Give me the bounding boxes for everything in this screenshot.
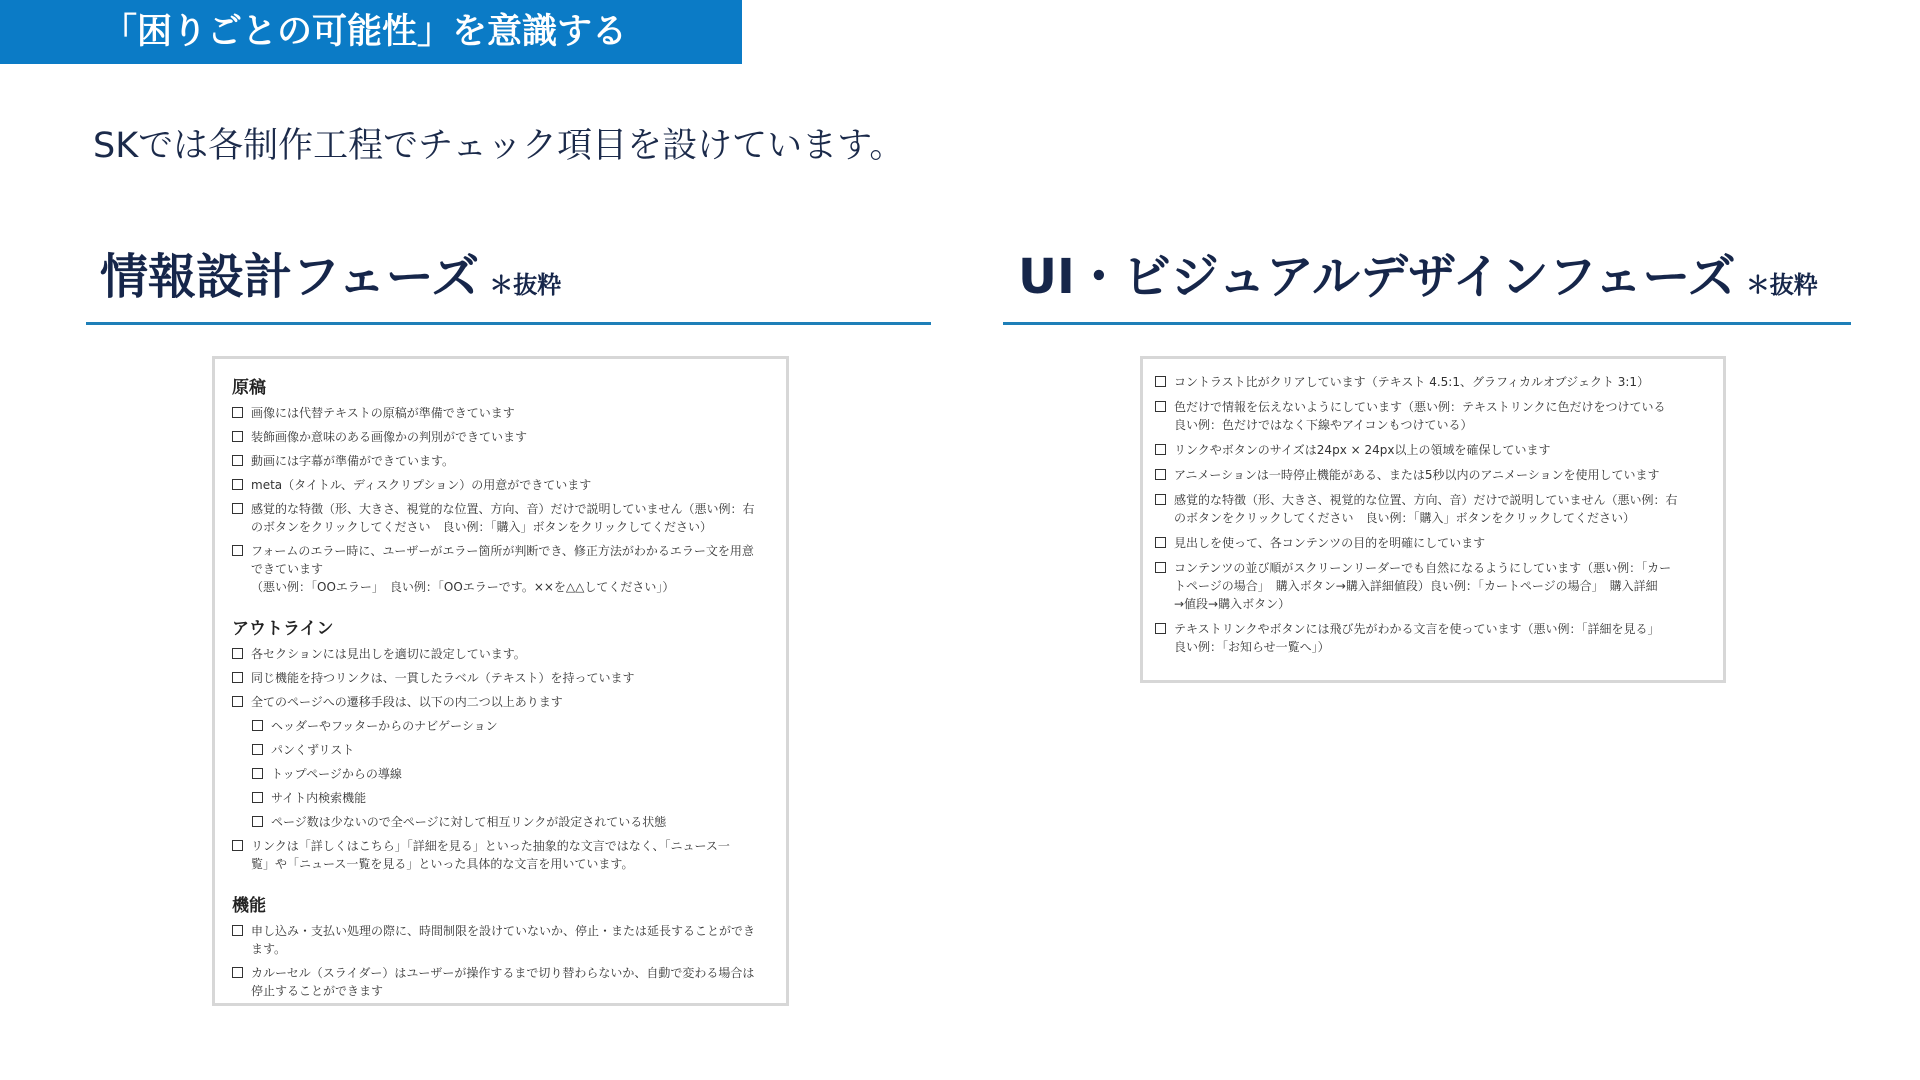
checklist-item: meta（タイトル、ディスクリプション）の用意ができています [232,476,768,494]
checklist-item: カルーセル（スライダー）はユーザーが操作するまで切り替わらないか、自動で変わる場合は 停止することができます [232,964,768,1000]
ui-visual-divider [1003,322,1851,325]
checklist-item: 感覚的な特徴（形、大きさ、視覚的な位置、方向、音）だけで説明していません（悪い例：右 のボタンをクリックしてください 良い例：「購入」ボタンをクリックしてください） [232,500,768,536]
checklist-item: 見出しを使って、各コンテンツの目的を明確にしています [1155,534,1709,552]
checkbox[interactable] [252,744,263,755]
checkbox[interactable] [232,479,243,490]
checkbox[interactable] [232,696,243,707]
info-design-phase-title: 情報設計フェーズ [100,249,480,305]
info-design-divider [86,322,931,325]
checkbox[interactable] [1155,444,1166,455]
section-title-manuscript: 原稿 [232,378,266,398]
checklist-item: 色だけで情報を伝えないようにしています（悪い例：テキストリンクに色だけをつけている 良い例：色だけではなく下線やアイコンもつけている） [1155,398,1709,434]
checkbox[interactable] [232,407,243,418]
checkbox[interactable] [232,648,243,659]
ui-visual-phase-heading [1018,238,1818,307]
checkbox[interactable] [232,672,243,683]
checkbox[interactable] [252,768,263,779]
ui-visual-phase-note: ＊抜粋 [1745,271,1818,299]
checklist-item: 画像には代替テキストの原稿が準備できています [232,404,768,422]
checklist-subitem: トップページからの導線 [252,765,768,783]
checklist-subitem: ページ数は少ないので全ページに対して相互リンクが設定されている状態 [252,813,768,831]
checklist-item: 全てのページへの遷移手段は、以下の内二つ以上あります [232,693,768,711]
checklist-subitem: パンくずリスト [252,741,768,759]
checklist-item: 申し込み・支払い処理の際に、時間制限を設けていないか、停止・または延長することができ ます。 [232,922,768,958]
checkbox[interactable] [232,967,243,978]
checklist-subitem: サイト内検索機能 [252,789,768,807]
checklist-item: 装飾画像か意味のある画像かの判別ができています [232,428,768,446]
info-design-phase-note: ＊抜粋 [489,271,562,299]
checkbox[interactable] [232,840,243,851]
section-title-outline: アウトライン [232,619,334,639]
slide-subtitle: SKでは各制作工程でチェック項目を設けています。 [93,126,905,166]
checkbox[interactable] [1155,623,1166,634]
checkbox[interactable] [252,792,263,803]
checkbox[interactable] [232,925,243,936]
checkbox[interactable] [232,455,243,466]
info-design-checklist [212,356,789,1006]
checkbox[interactable] [232,503,243,514]
checklist-item: コントラスト比がクリアしています（テキスト 4.5:1、グラフィカルオブジェクト 3:1） [1155,373,1709,391]
checklist-item: 同じ機能を持つリンクは、一貫したラベル（テキスト）を持っています [232,669,768,687]
checkbox[interactable] [1155,537,1166,548]
checklist-item: リンクやボタンのサイズは24px × 24px以上の領域を確保しています [1155,441,1709,459]
checklist-item: テキストリンクやボタンには飛び先がわかる文言を使っています（悪い例：「詳細を見る」 良い例：「お知らせ一覧へ」） [1155,620,1709,656]
checkbox[interactable] [232,431,243,442]
checklist-item: 動画には字幕が準備ができています。 [232,452,768,470]
info-design-phase-heading [100,238,561,307]
checkbox[interactable] [1155,401,1166,412]
checkbox[interactable] [1155,562,1166,573]
ui-visual-phase-title: UI・ビジュアルデザインフェーズ [1018,249,1736,305]
checklist-item: リンクは「詳しくはこちら」「詳細を見る」といった抽象的な文言ではなく、「ニュース一 覧」や「ニュース一覧を見る」といった具体的な文言を用いています。 [232,837,768,873]
checklist-subitem: ヘッダーやフッターからのナビゲーション [252,717,768,735]
checkbox[interactable] [252,816,263,827]
checklist-item: コンテンツの並び順がスクリーンリーダーでも自然になるようにしています（悪い例：「カー トページの場合」 購入ボタン→購入詳細値段）良い例：「カートページの場合」 購入詳細 →値段→購入ボタン） [1155,559,1709,613]
checkbox[interactable] [252,720,263,731]
checklist-item: 感覚的な特徴（形、大きさ、視覚的な位置、方向、音）だけで説明していません（悪い例：右 のボタンをクリックしてください 良い例：「購入」ボタンをクリックしてください） [1155,491,1709,527]
ui-visual-checklist [1140,356,1726,683]
checklist-item: アニメーションは一時停止機能がある、または5秒以内のアニメーションを使用しています [1155,466,1709,484]
section-title-function: 機能 [232,896,266,916]
slide-title: 「困りごとの可能性」を意識する [0,0,742,64]
checkbox[interactable] [1155,469,1166,480]
checkbox[interactable] [1155,494,1166,505]
checklist-item: フォームのエラー時に、ユーザーがエラー箇所が判断でき、修正方法がわかるエラー文を用意 できています （悪い例：「OOエラー」 良い例：「OOエラーです。××を△△してください」） [232,542,768,596]
checkbox[interactable] [1155,376,1166,387]
checklist-item: 各セクションには見出しを適切に設定しています。 [232,645,768,663]
checkbox[interactable] [232,545,243,556]
